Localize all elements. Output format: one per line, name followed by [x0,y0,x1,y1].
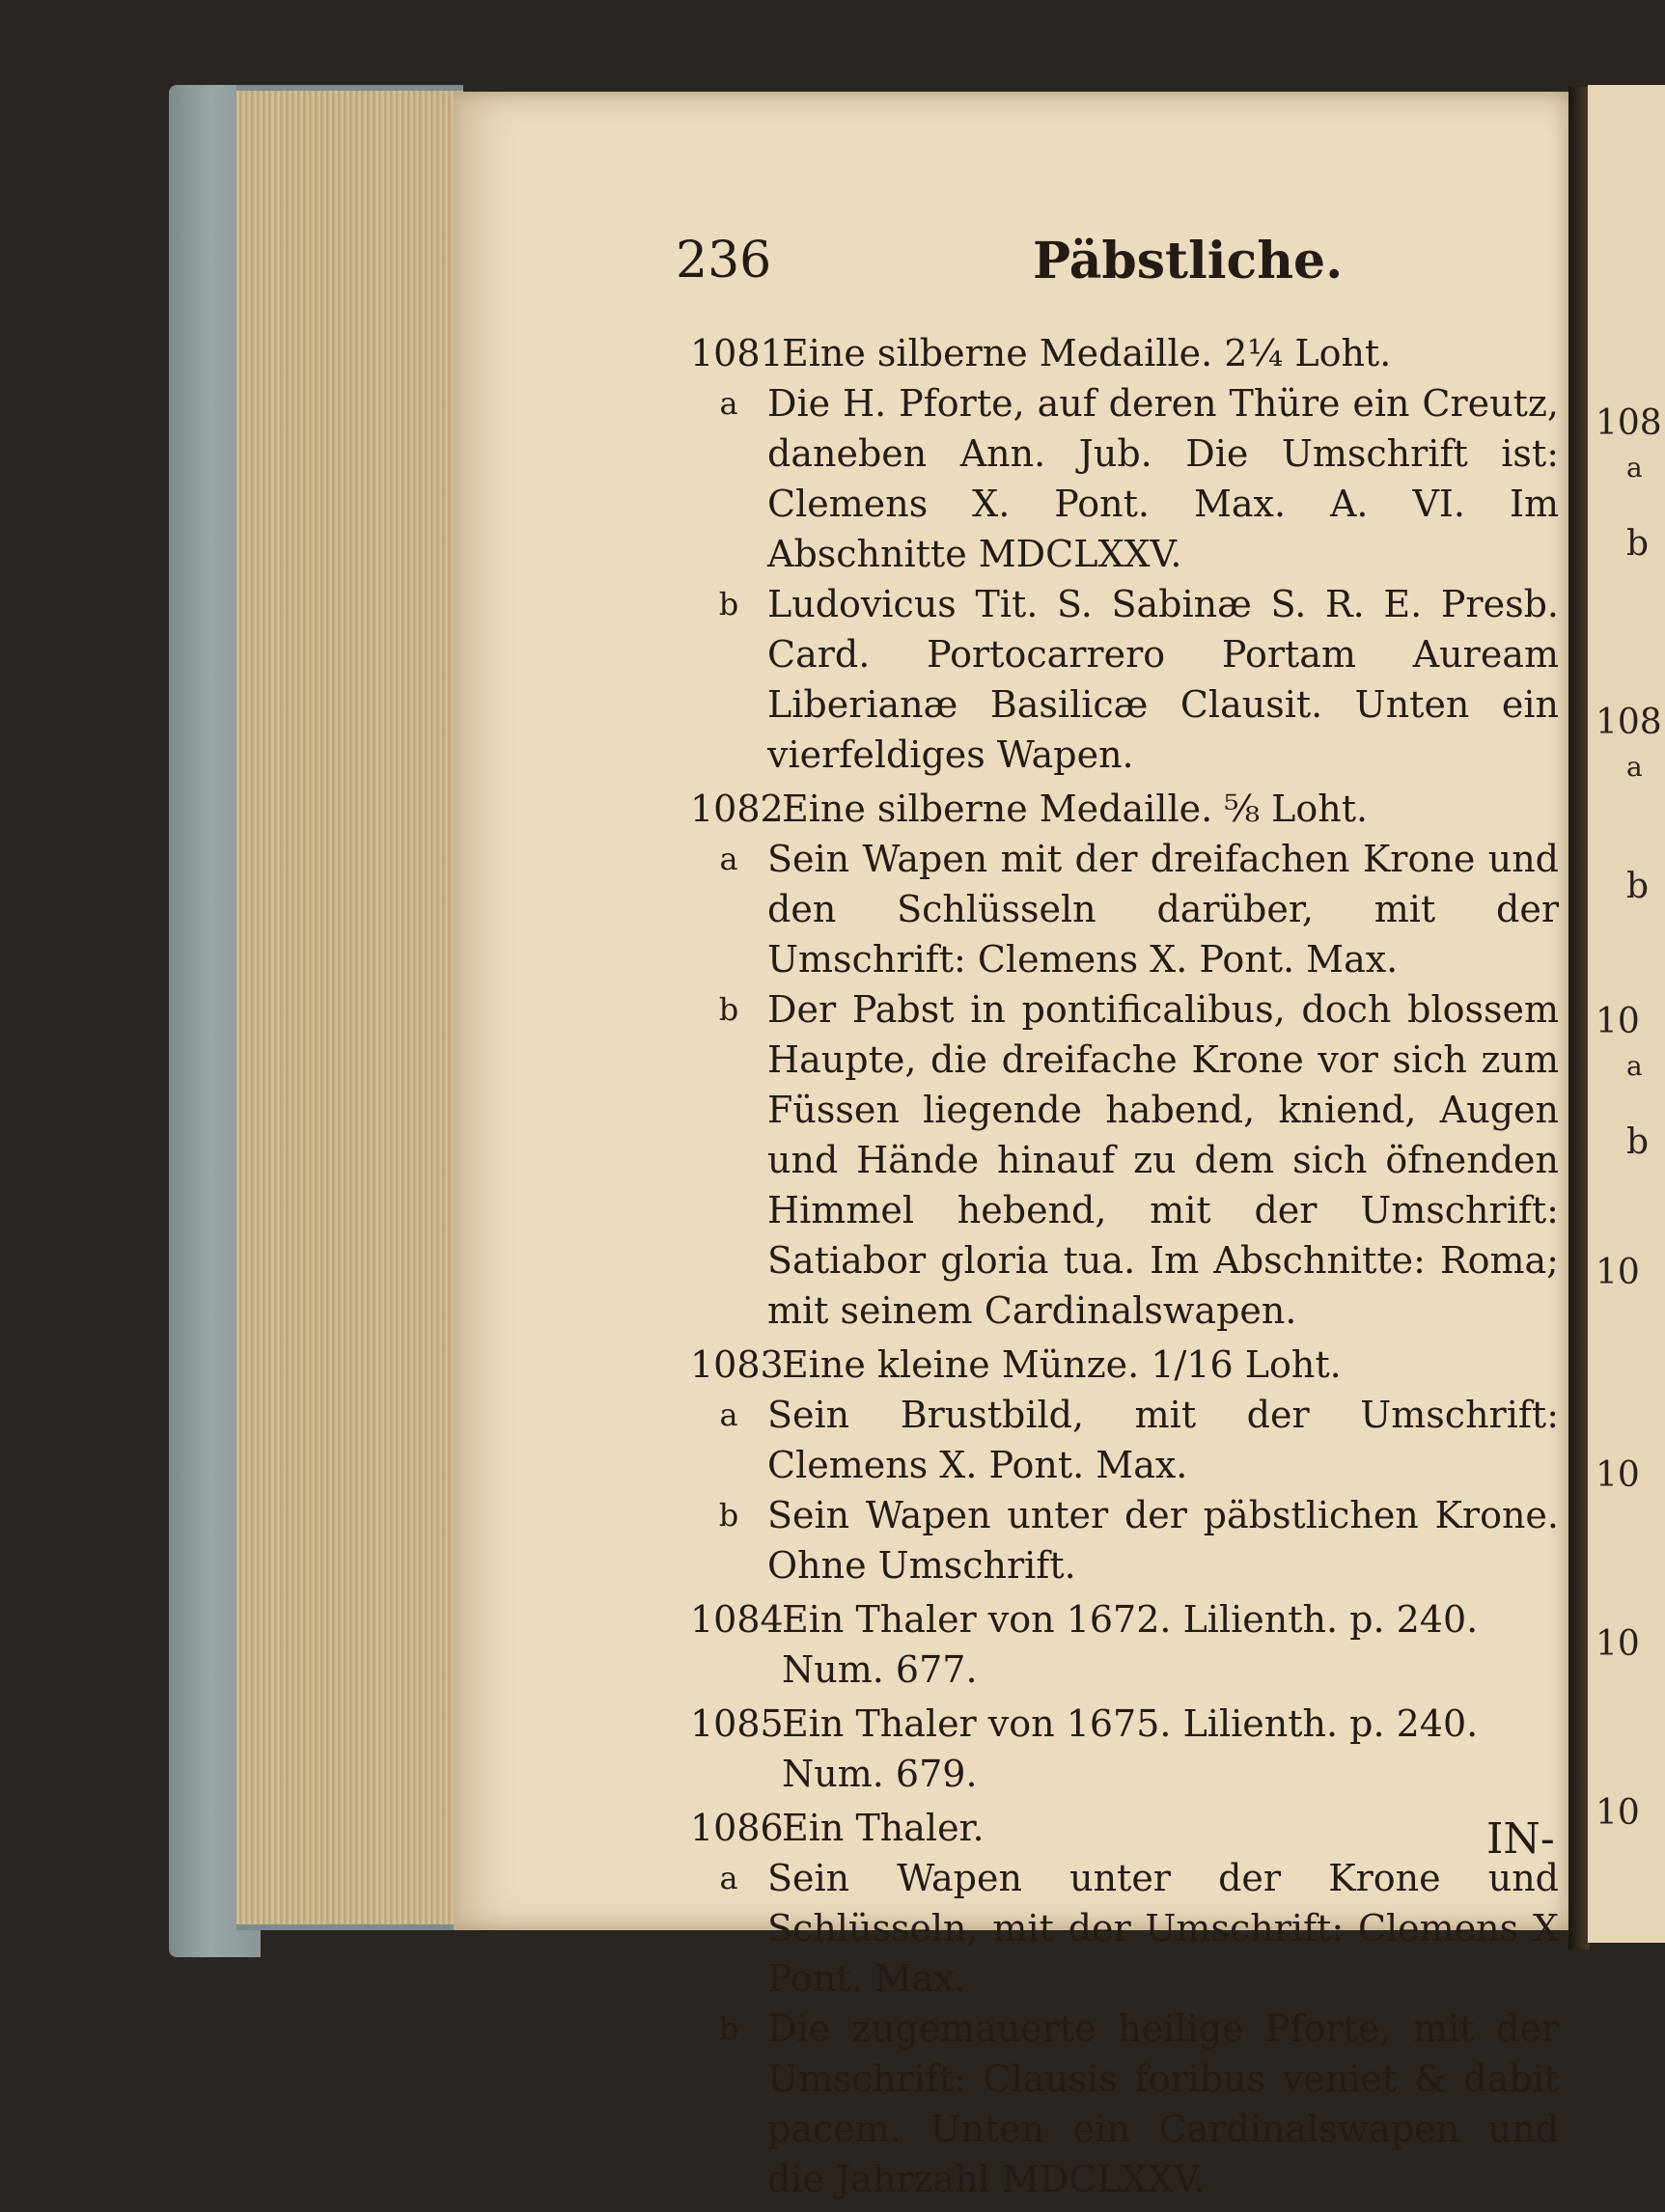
item-letter: b [718,2010,739,2047]
item-letter: b [718,991,739,1028]
book-gutter [1568,87,1590,1949]
entry-title: Ein Thaler von 1672. Lilienth. p. 240. Num. 677. [782,1598,1479,1691]
entry-number: 1081 [690,332,784,374]
catalog-entry [690,784,1559,1336]
item-letter: a [719,385,738,422]
item-text: Sein Brustbild, mit der Umschrift: Clemens X. Pont. Max. [767,1394,1559,1486]
entry-number: 1084 [690,1598,784,1641]
facing-fragment: b [1626,1122,1650,1162]
running-title: Päbstliche. [1033,232,1344,290]
facing-fragment: 10 [1596,1624,1640,1664]
item-letter: a [719,1860,738,1896]
item-letter: a [719,841,738,877]
entry-number: 1086 [690,1807,784,1849]
entry-number: 1082 [690,788,784,830]
item-letter: b [718,586,739,622]
facing-fragment: 10 [1596,1793,1640,1833]
facing-fragment: 108 [1596,703,1662,742]
page-header [676,232,1544,299]
item-text: Sein Wapen unter der Krone und Schlüsseln, mit der Umschrift: Clemens X Pont. Max. [767,1857,1559,2000]
facing-fragment: a [1626,452,1643,484]
page-stack-edges [236,85,463,1930]
page-content [690,328,1559,2208]
item-text: Ludovicus Tit. S. Sabinæ S. R. E. Presb. Card. Portocarrero Portam Auream Liberianæ Basilicæ Clausit. Unten ein vierfeldiges Wapen. [767,583,1559,776]
facing-fragment: 10 [1596,1253,1640,1292]
catalog-entry [690,1803,1559,2204]
item-text: Sein Wapen mit der dreifachen Krone und den Schlüsseln darüber, mit der Umschrift: Clemens X. Pont. Max. [767,838,1559,981]
facing-fragment: b [1626,524,1650,564]
item-letter: a [719,1396,738,1433]
facing-fragment: 10 [1596,1002,1640,1041]
entry-title: Ein Thaler. [782,1807,985,1849]
catalog-entry [690,1340,1559,1590]
item-letter: b [718,1497,739,1534]
facing-fragment: 10 [1596,1455,1640,1495]
page-number: 236 [676,232,772,290]
catalog-entry [690,1699,1559,1799]
facing-fragment: a [1626,751,1643,783]
item-text: Sein Wapen unter der päbstlichen Krone. Ohne Umschrift. [767,1494,1559,1587]
facing-fragment: 108 [1596,403,1662,443]
entry-title: Eine kleine Münze. 1/16 Loht. [782,1343,1342,1386]
facing-page-fragment [1588,85,1665,1943]
catalog-entry [690,328,1559,780]
entry-number: 1085 [690,1702,784,1745]
entry-title: Eine silberne Medaille. ⅝ Loht. [782,788,1369,830]
entry-number: 1083 [690,1343,784,1386]
item-text: Der Pabst in pontificalibus, doch blossem Haupte, die dreifache Krone vor sich zum Füssen liegende habend, kniend, Augen und Hände hinauf zu dem sich öfnenden Himmel hebend, mit der Umschrift: Satiabor gloria tua. Im Abschnitte: Roma; mit seinem Cardinalswapen. [767,988,1559,1332]
facing-fragment: a [1626,1050,1643,1082]
entry-title: Eine silberne Medaille. 2¼ Loht. [782,332,1392,374]
catchword: IN- [1486,1814,1555,1864]
item-text: Die H. Pforte, auf deren Thüre ein Creutz, daneben Ann. Jub. Die Umschrift ist: Clemens X. Pont. Max. A. VI. Im Abschnitte MDCLXXV. [767,382,1559,575]
catalog-entry [690,1594,1559,1695]
facing-fragment: b [1626,867,1650,906]
entry-title: Ein Thaler von 1675. Lilienth. p. 240. Num. 679. [782,1702,1479,1795]
item-text: Die zugemauerte heilige Pforte, mit der Umschrift: Clausis foribus veniet & dabit pacem. Unten ein Cardinalswapen und die Jahrzahl MDCLXXV. [767,2007,1559,2200]
